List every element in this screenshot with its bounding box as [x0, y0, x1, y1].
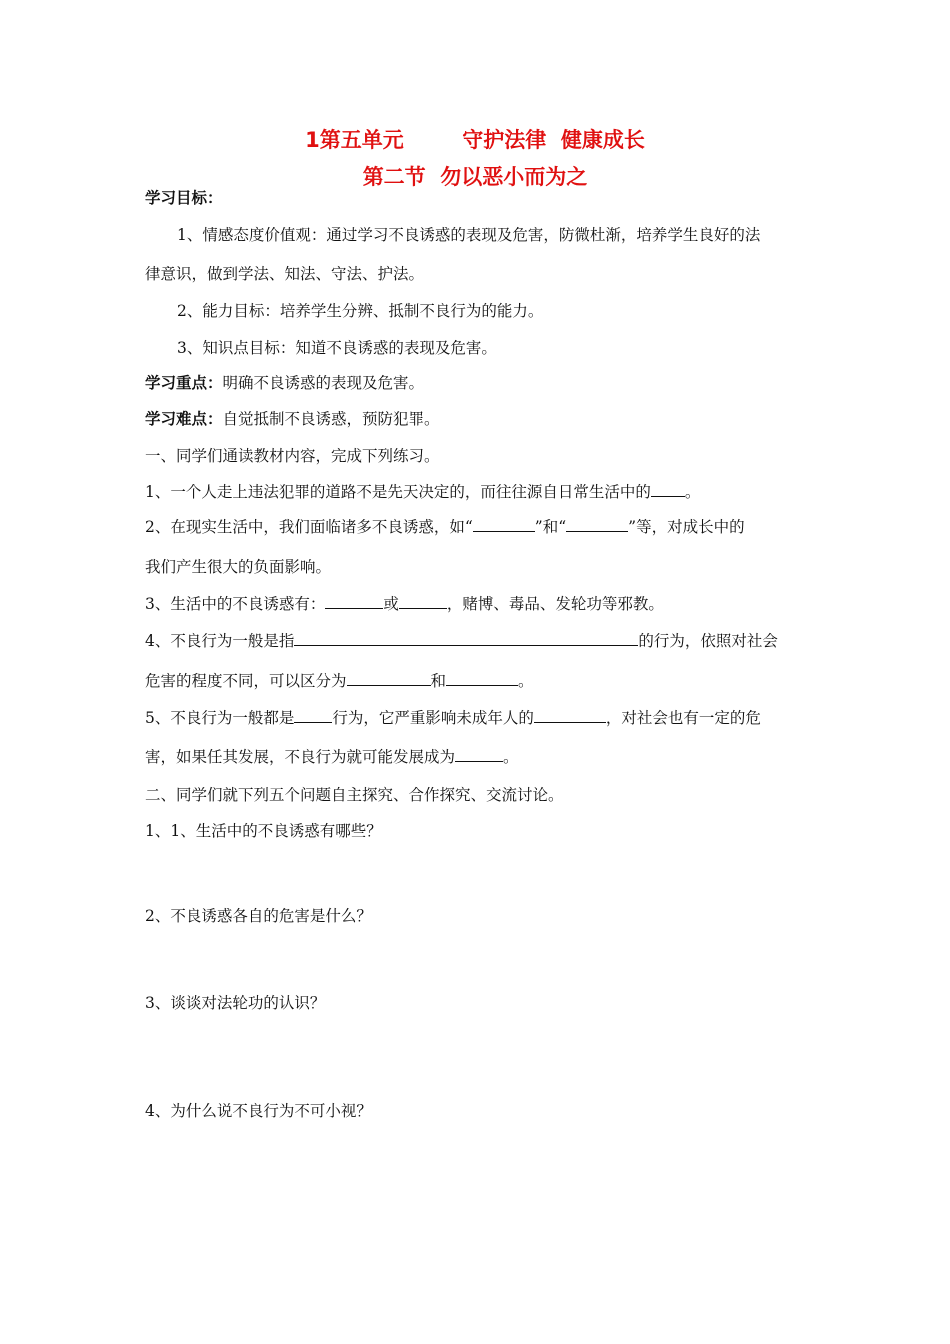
answer-blank[interactable] [446, 671, 518, 686]
answer-blank[interactable] [534, 708, 606, 723]
part2-q2: 2、不良诱惑各自的危害是什么？ [145, 907, 372, 925]
unit-title: 1第五单元 守护法律 健康成长 [305, 128, 645, 152]
answer-blank[interactable] [566, 517, 628, 532]
part1-q5: 5、不良行为一般都是 行为，它严重影响未成年人的 ，对社会也有一定的危 [145, 709, 761, 727]
difficulty-text: 自觉抵制不良诱惑，预防犯罪。 [222, 410, 440, 428]
objective-3: 3、知识点目标：知道不良诱惑的表现及危害。 [177, 339, 497, 357]
objective-1-line2: 律意识，做到学法、知法、守法、护法。 [145, 265, 425, 283]
answer-blank[interactable] [294, 708, 332, 723]
answer-blank[interactable] [651, 482, 685, 497]
objective-2: 2、能力目标：培养学生分辨、抵制不良行为的能力。 [177, 302, 544, 320]
focus-row [145, 373, 424, 393]
objective-1-line1: 1、情感态度价值观：通过学习不良诱惑的表现及危害，防微杜渐，培养学生良好的法 [177, 226, 761, 244]
part1-q4: 4、不良行为一般是指 的行为，依照对社会 [145, 632, 778, 650]
answer-blank[interactable] [455, 747, 503, 762]
part2-q4: 4、为什么说不良行为不可小视？ [145, 1102, 372, 1120]
part2-q3: 3、谈谈对法轮功的认识？ [145, 994, 326, 1012]
part1-q2-line2: 我们产生很大的负面影响。 [145, 558, 332, 576]
objectives-label: 学习目标： [145, 189, 223, 207]
part1-heading: 一、同学们通读教材内容，完成下列练习。 [145, 447, 440, 465]
difficulty-label: 学习难点： [145, 410, 223, 428]
section-title: 第二节 勿以恶小而为之 [362, 165, 588, 189]
part1-q3: 3、生活中的不良诱惑有： 或 ，赌博、毒品、发轮功等邪教。 [145, 595, 664, 613]
focus-text: 明确不良诱惑的表现及危害。 [222, 374, 425, 392]
part2-heading: 二、同学们就下列五个问题自主探究、合作探究、交流讨论。 [145, 786, 564, 804]
part2-q1: 1、1、生活中的不良诱惑有哪些？ [145, 822, 382, 840]
part1-q4-line2: 危害的程度不同，可以区分为 和 。 [145, 672, 534, 690]
answer-blank[interactable] [473, 517, 535, 532]
answer-blank[interactable] [399, 594, 447, 609]
answer-blank[interactable] [325, 594, 383, 609]
answer-blank[interactable] [294, 631, 638, 646]
part1-q1: 1、一个人走上违法犯罪的道路不是先天决定的，而往往源自日常生活中的 。 [145, 483, 701, 501]
focus-label: 学习重点： [145, 374, 223, 392]
part1-q2: 2、在现实生活中，我们面临诸多不良诱惑，如“ ”和“ ”等，对成长中的 [145, 518, 745, 536]
part1-q5-line2: 害，如果任其发展，不良行为就可能发展成为 。 [145, 748, 519, 766]
answer-blank[interactable] [347, 671, 431, 686]
difficulty-row [145, 409, 440, 429]
